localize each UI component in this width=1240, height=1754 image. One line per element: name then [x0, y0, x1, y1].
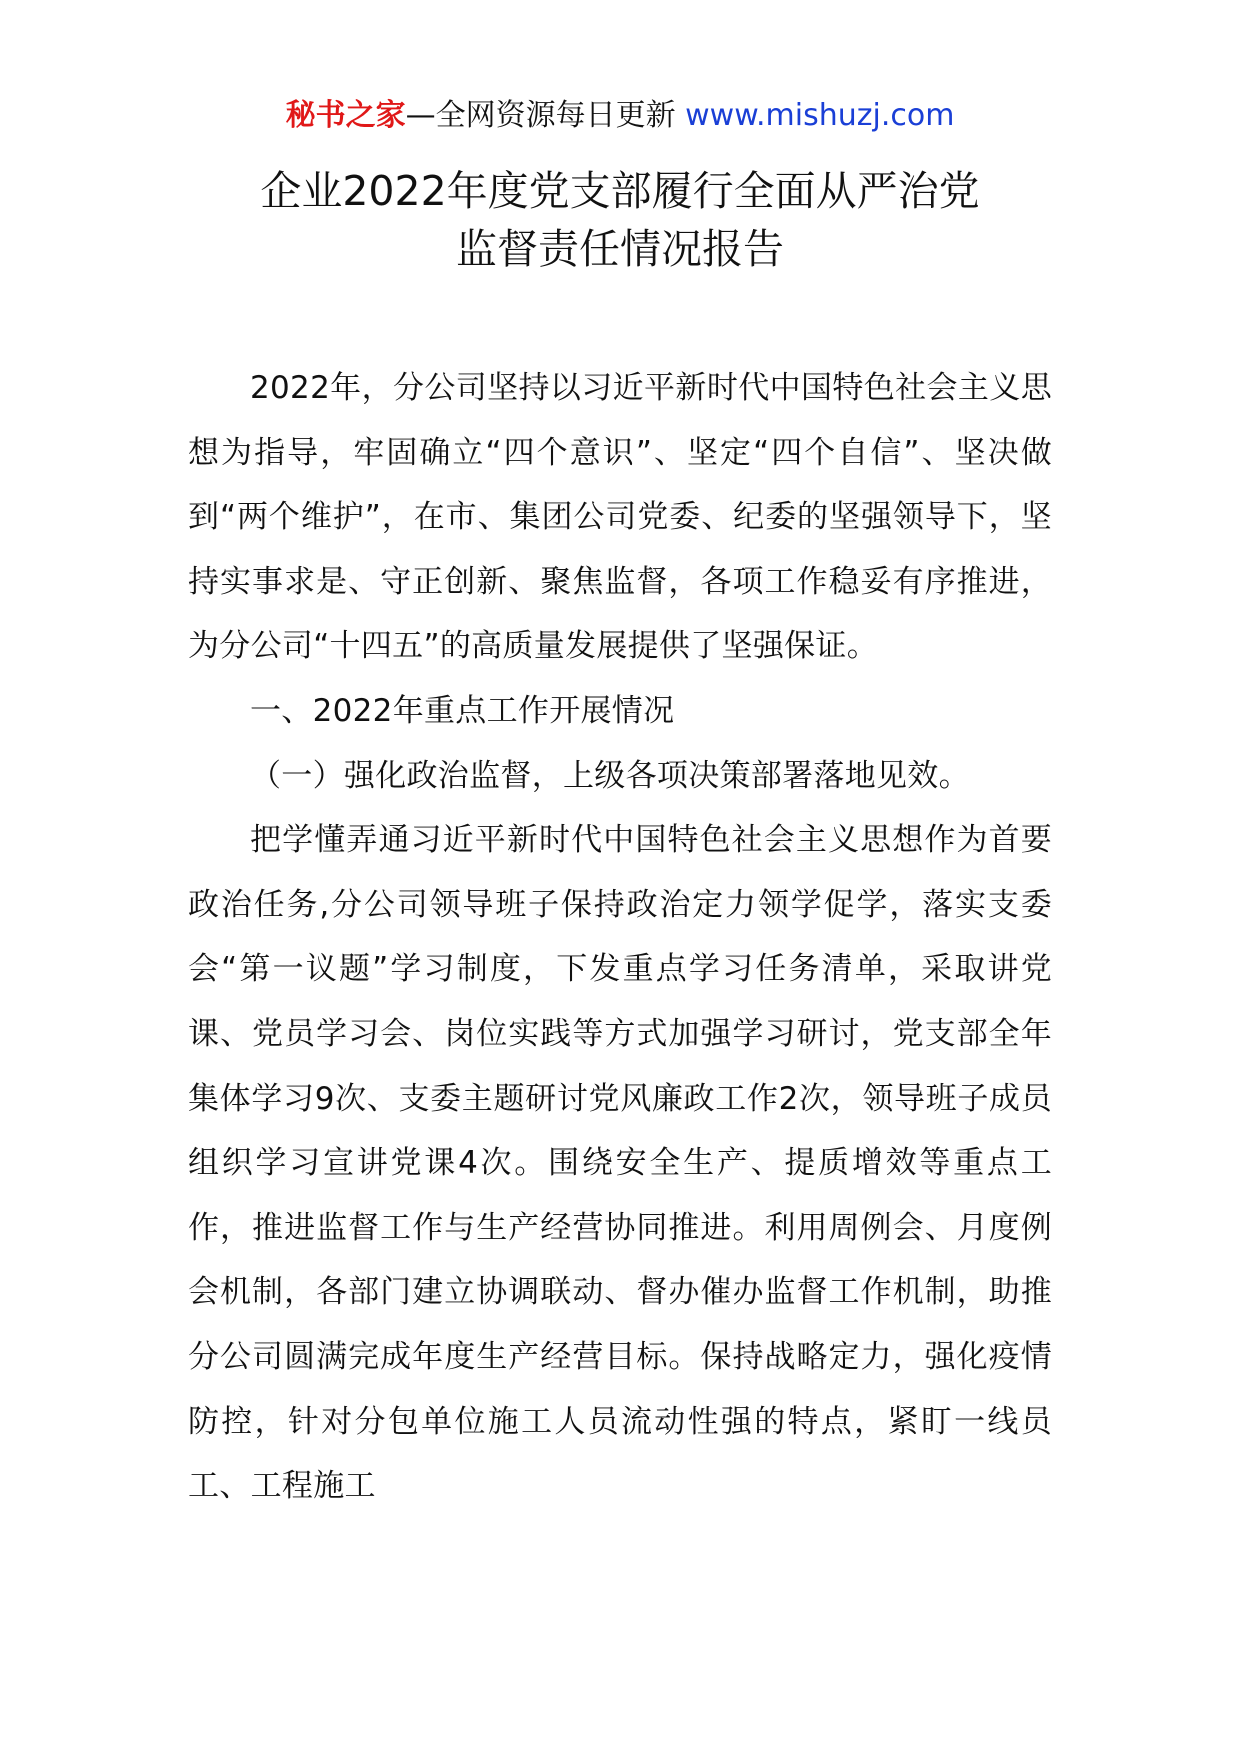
brand-name: 秘书之家 [285, 98, 406, 133]
section-heading-1: 一、2022年重点工作开展情况 [250, 692, 675, 729]
document-body [188, 356, 1052, 1519]
subsection-heading-1: （一）强化政治监督，上级各项决策部署落地见效。 [250, 757, 970, 794]
title-line-1: 企业2022年度党支部履行全面从严治党 [260, 167, 980, 215]
site-url-link[interactable]: www.mishuzj.com [685, 98, 955, 133]
document-title [0, 162, 1240, 278]
site-header [0, 96, 1240, 136]
intro-paragraph: 2022年，分公司坚持以习近平新时代中国特色社会主义思想为指导，牢固确立“四个意识”、坚定“四个自信”、坚决做到“两个维护”，在市、集团公司党委、纪委的坚强领导下，坚持实事求是、守正创新、聚焦监督，各项工作稳妥有序推进，为分公司“十四五”的高质量发展提供了坚强保证。 [188, 370, 1052, 665]
body-paragraph-1: 把学懂弄通习近平新时代中国特色社会主义思想作为首要政治任务,分公司领导班子保持政治定力领学促学，落实支委会“第一议题”学习制度，下发重点学习任务清单，采取讲党课、党员学习会、岗位实践等方式加强学习研讨，党支部全年集体学习9次、支委主题研讨党风廉政工作2次，领导班子成员组织学习宣讲党课4次。围绕安全生产、提质增效等重点工作，推进监督工作与生产经营协同推进。利用周例会、月度例会机制，各部门建立协调联动、督办催办监督工作机制，助推分公司圆满完成年度生产经营目标。保持战略定力，强化疫情防控，针对分包单位施工人员流动性强的特点，紧盯一线员工、工程施工 [188, 822, 1052, 1505]
header-tagline: —全网资源每日更新 [405, 98, 676, 133]
title-line-2: 监督责任情况报告 [456, 225, 784, 273]
